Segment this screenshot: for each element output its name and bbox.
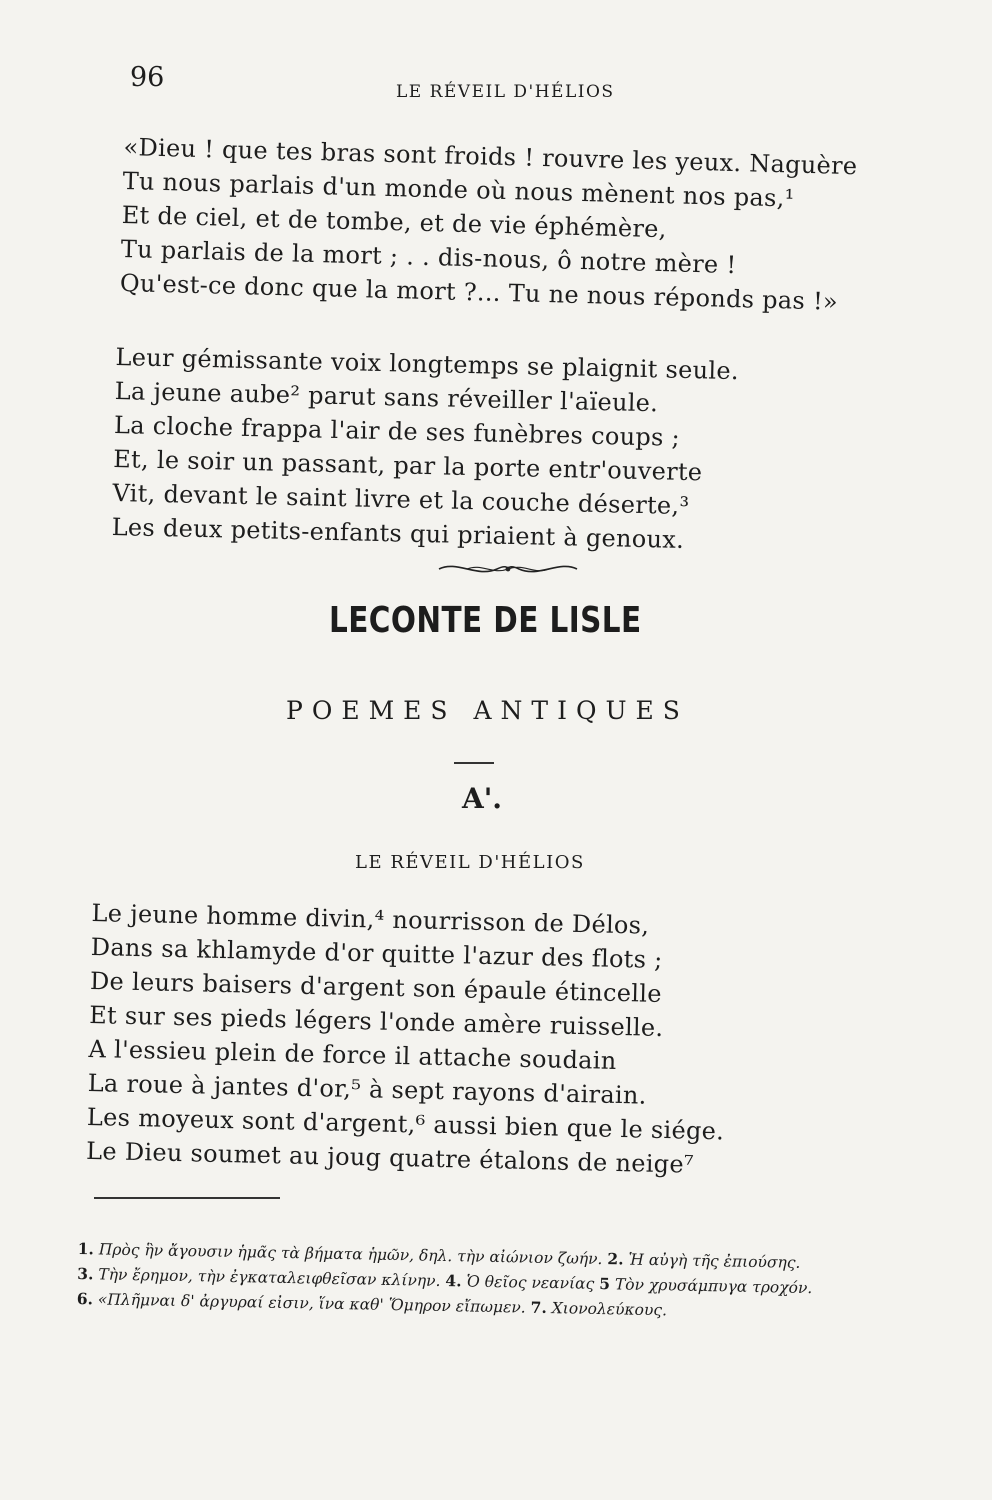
verse-line: La jeune aube² parut sans réveiller l'aïeule. bbox=[114, 376, 659, 418]
fleuron-ornament bbox=[437, 558, 579, 580]
footnote-rule bbox=[94, 1197, 280, 1199]
verse-line: Les moyeux sont d'argent,⁶ aussi bien que le siége. bbox=[86, 1102, 725, 1146]
footnote-text: Πρὸς ἣν ἄγουσιν ἡμᾶς τὰ βήματα ἡμῶν, δηλ. τὴν αἰώνιον ζωήν. bbox=[93, 1240, 608, 1269]
footnote-text: «Πλῆμναι δ' ἀργυραί εἰσιν, ἵνα καθ' Ὅμηρον εἴπωμεν. bbox=[92, 1290, 531, 1317]
poem-stanza-1 bbox=[120, 130, 858, 319]
footnote-number: 6. bbox=[76, 1288, 94, 1309]
footnote-number: 3. bbox=[77, 1263, 94, 1284]
divider bbox=[454, 762, 494, 764]
verse-line: A l'essieu plein de force il attache soudain bbox=[88, 1034, 617, 1075]
verse-line: Et, le soir un passant, par la porte entr'ouverte bbox=[112, 444, 703, 487]
section-title: LE RÉVEIL D'HÉLIOS bbox=[355, 852, 585, 873]
footnote-number: 4. bbox=[445, 1271, 462, 1291]
footnotes bbox=[77, 1236, 813, 1325]
author-heading: LECONTE DE LISLE bbox=[329, 600, 642, 641]
verse-line: Le jeune homme divin,⁴ nourrisson de Délos, bbox=[91, 898, 650, 940]
running-head: LE RÉVEIL D'HÉLIOS bbox=[396, 82, 615, 102]
verse-line: Les deux petits-enfants qui priaient à genoux. bbox=[111, 512, 685, 554]
footnote-text: Χιονολεύκους. bbox=[546, 1299, 668, 1320]
poem-stanza-2 bbox=[111, 340, 739, 558]
verse-line: Et de ciel, et de tombe, et de vie éphémère, bbox=[121, 200, 667, 244]
footnote-number: 2. bbox=[607, 1249, 624, 1269]
poem-stanza-3 bbox=[86, 896, 729, 1182]
footnote-text: Ὁ θεῖος νεανίας bbox=[461, 1272, 600, 1294]
page-number: 96 bbox=[130, 62, 165, 93]
verse-line: Qu'est-ce donc que la mort ?... Tu ne nous réponds pas !» bbox=[119, 268, 839, 316]
verse-line: De leurs baisers d'argent son épaule étincelle bbox=[89, 966, 663, 1008]
verse-line: Le Dieu soumet au joug quatre étalons de neige⁷ bbox=[85, 1136, 695, 1179]
footnote-number: 7. bbox=[530, 1297, 548, 1318]
verse-line: «Dieu ! que tes bras sont froids ! rouvre les yeux. Naguère bbox=[123, 132, 858, 181]
footnote-text: Τὴν ἔρημον, τὴν ἐγκαταλειφθεῖσαν κλίνην. bbox=[93, 1265, 446, 1291]
verse-line: Vit, devant le saint livre et la couche déserte,³ bbox=[112, 478, 690, 521]
verse-line: Dans sa khlamyde d'or quitte l'azur des flots ; bbox=[90, 932, 663, 974]
footnote-number: 5 bbox=[599, 1274, 611, 1294]
work-title: POEMES ANTIQUES bbox=[286, 696, 689, 725]
footnote-text: Τὸν χρυσάμπυγα τροχόν. bbox=[609, 1275, 813, 1298]
verse-line: La cloche frappa l'air de ses funèbres coups ; bbox=[113, 410, 681, 452]
verse-line: La roue à jantes d'or,⁵ à sept rayons d'airain. bbox=[87, 1068, 647, 1110]
verse-line: Tu nous parlais d'un monde où nous mènent nos pas,¹ bbox=[122, 166, 795, 213]
footnote-text: Ἡ αὐγὴ τῆς ἐπιούσης. bbox=[623, 1250, 801, 1272]
verse-line: Et sur ses pieds légers l'onde amère ruisselle. bbox=[88, 1000, 664, 1042]
section-number: A'. bbox=[462, 782, 503, 815]
verse-line: Tu parlais de la mort ; . . dis-nous, ô notre mère ! bbox=[120, 234, 737, 280]
footnote-number: 1. bbox=[77, 1238, 95, 1259]
verse-line: Leur gémissante voix longtemps se plaignit seule. bbox=[115, 342, 740, 386]
